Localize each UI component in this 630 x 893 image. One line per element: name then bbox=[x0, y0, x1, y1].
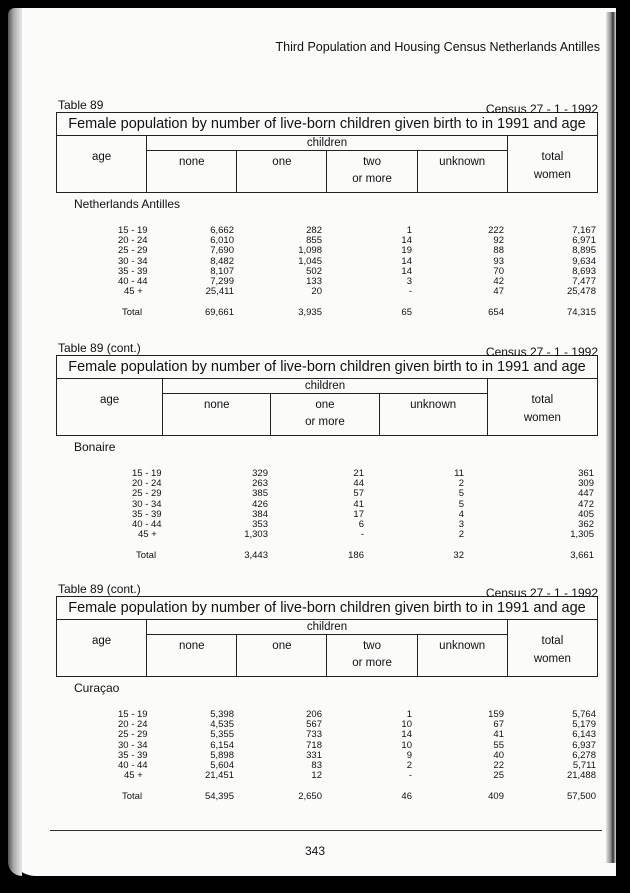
column-header: one bbox=[237, 635, 327, 677]
value-cell: 42 bbox=[493, 275, 504, 287]
value-cell: 74,315 bbox=[566, 307, 596, 319]
value-cell: 25,478 bbox=[566, 286, 596, 298]
value-cell: 5,355 bbox=[210, 729, 234, 741]
value-cell: 22 bbox=[493, 759, 504, 771]
value-cell: 65 bbox=[401, 307, 412, 319]
value-cell: 6,278 bbox=[572, 749, 596, 761]
table-header bbox=[56, 355, 598, 436]
data-rows bbox=[56, 709, 598, 802]
value-cell: 10 bbox=[401, 739, 412, 751]
age-cell: 40 - 44 bbox=[132, 518, 162, 530]
value-cell: 329 bbox=[252, 468, 268, 479]
age-cell: 45 + bbox=[124, 770, 143, 782]
table-row bbox=[56, 478, 598, 488]
table-row bbox=[56, 740, 598, 750]
table-block bbox=[56, 96, 598, 318]
table-header bbox=[56, 112, 598, 193]
value-cell: 9,634 bbox=[572, 255, 596, 267]
value-cell: 206 bbox=[306, 709, 322, 720]
value-cell: 8,482 bbox=[210, 255, 234, 267]
value-cell: 8,693 bbox=[572, 265, 596, 277]
value-cell: 5,764 bbox=[572, 709, 596, 720]
total-row bbox=[56, 791, 598, 801]
value-cell: 5,711 bbox=[572, 759, 596, 771]
table-row bbox=[56, 709, 598, 719]
column-header: unknown bbox=[379, 394, 487, 436]
value-cell: 57,500 bbox=[566, 791, 596, 803]
value-cell: 5 bbox=[458, 488, 464, 500]
value-cell: 447 bbox=[578, 488, 594, 500]
value-cell: 733 bbox=[306, 729, 322, 741]
page-edge bbox=[606, 12, 616, 863]
value-cell: 6,662 bbox=[210, 225, 234, 236]
value-cell: 2 bbox=[458, 478, 464, 490]
column-header: unknown bbox=[417, 151, 507, 193]
age-cell: 25 - 29 bbox=[118, 729, 148, 741]
value-cell: 6,937 bbox=[572, 739, 596, 751]
total-row bbox=[56, 550, 598, 560]
value-cell: 353 bbox=[252, 518, 268, 530]
column-total-women: total women bbox=[507, 620, 597, 677]
age-cell: 35 - 39 bbox=[132, 508, 162, 520]
value-cell: 362 bbox=[578, 518, 594, 530]
value-cell: 47 bbox=[493, 286, 504, 298]
age-cell: 20 - 24 bbox=[118, 719, 148, 731]
value-cell: 8,107 bbox=[210, 265, 234, 277]
value-cell: 6,971 bbox=[572, 235, 596, 247]
age-cell: 35 - 39 bbox=[118, 265, 148, 277]
table-row bbox=[56, 245, 598, 255]
table-title: Female population by number of live-born children given birth to in 1991 and age bbox=[57, 597, 598, 620]
table-row bbox=[56, 276, 598, 286]
table-row bbox=[56, 266, 598, 276]
value-cell: 1,305 bbox=[570, 529, 594, 541]
value-cell: 654 bbox=[488, 307, 504, 319]
value-cell: 361 bbox=[578, 468, 594, 479]
region-label: Curaçao bbox=[74, 681, 120, 695]
value-cell: 5,398 bbox=[210, 709, 234, 720]
age-cell: 15 - 19 bbox=[118, 225, 148, 236]
value-cell: 1 bbox=[406, 225, 412, 236]
column-age: age bbox=[57, 620, 147, 677]
table-title: Female population by number of live-born children given birth to in 1991 and age bbox=[57, 356, 598, 379]
column-total-women: total women bbox=[507, 136, 597, 193]
value-cell: 1,045 bbox=[298, 255, 322, 267]
value-cell: 263 bbox=[252, 478, 268, 490]
value-cell: 1 bbox=[406, 709, 412, 720]
age-cell: Total bbox=[122, 791, 143, 803]
value-cell: 14 bbox=[401, 255, 412, 267]
value-cell: - bbox=[360, 529, 364, 541]
value-cell: 186 bbox=[348, 550, 364, 562]
value-cell: 855 bbox=[306, 235, 322, 247]
age-cell: 30 - 34 bbox=[118, 255, 148, 267]
value-cell: 2 bbox=[406, 759, 412, 771]
column-group-children: children bbox=[147, 136, 508, 151]
age-cell: 30 - 34 bbox=[118, 739, 148, 751]
value-cell: 6,143 bbox=[572, 729, 596, 741]
value-cell: 7,690 bbox=[210, 245, 234, 257]
value-cell: 83 bbox=[311, 759, 322, 771]
table-block bbox=[56, 580, 598, 802]
column-age: age bbox=[57, 136, 147, 193]
value-cell: 19 bbox=[401, 245, 412, 257]
value-cell: 2 bbox=[458, 529, 464, 541]
caption-row bbox=[56, 96, 598, 116]
value-cell: 32 bbox=[453, 550, 464, 562]
value-cell: 14 bbox=[401, 235, 412, 247]
column-header: none bbox=[147, 635, 237, 677]
value-cell: 3 bbox=[458, 518, 464, 530]
value-cell: 1,303 bbox=[244, 529, 268, 541]
running-head: Third Population and Housing Census Netherlands Antilles bbox=[275, 40, 600, 54]
census-date: Census 27 - 1 - 1992 bbox=[485, 102, 598, 116]
value-cell: 5,604 bbox=[210, 759, 234, 771]
value-cell: 2,650 bbox=[298, 791, 322, 803]
value-cell: 384 bbox=[252, 508, 268, 520]
value-cell: 3 bbox=[406, 275, 412, 287]
value-cell: 502 bbox=[306, 265, 322, 277]
value-cell: 222 bbox=[488, 225, 504, 236]
value-cell: 282 bbox=[306, 225, 322, 236]
value-cell: 55 bbox=[493, 739, 504, 751]
value-cell: 6,010 bbox=[210, 235, 234, 247]
value-cell: 44 bbox=[353, 478, 364, 490]
age-cell: 35 - 39 bbox=[118, 749, 148, 761]
table-row bbox=[56, 760, 598, 770]
value-cell: 21 bbox=[353, 468, 364, 479]
value-cell: 159 bbox=[488, 709, 504, 720]
value-cell: 69,661 bbox=[204, 307, 234, 319]
column-group-children: children bbox=[163, 379, 488, 394]
table-row bbox=[56, 488, 598, 498]
value-cell: 405 bbox=[578, 508, 594, 520]
caption-row bbox=[56, 580, 598, 600]
value-cell: 67 bbox=[493, 719, 504, 731]
column-header: two or more bbox=[327, 635, 417, 677]
value-cell: 12 bbox=[311, 770, 322, 782]
value-cell: 93 bbox=[493, 255, 504, 267]
value-cell: 41 bbox=[353, 498, 364, 510]
table-label: Table 89 bbox=[58, 98, 104, 112]
value-cell: 472 bbox=[578, 498, 594, 510]
table-row bbox=[56, 286, 598, 296]
value-cell: 5,179 bbox=[572, 719, 596, 731]
book-gutter bbox=[8, 8, 22, 876]
age-cell: 40 - 44 bbox=[118, 275, 148, 287]
value-cell: 25,411 bbox=[205, 286, 234, 298]
table-row bbox=[56, 468, 598, 478]
page-number: 343 bbox=[304, 844, 326, 858]
column-header: one or more bbox=[271, 394, 379, 436]
value-cell: 41 bbox=[493, 729, 504, 741]
column-header: unknown bbox=[417, 635, 507, 677]
value-cell: 1,098 bbox=[298, 245, 322, 257]
table-row bbox=[56, 770, 598, 780]
age-cell: 20 - 24 bbox=[132, 478, 162, 490]
value-cell: 133 bbox=[306, 275, 322, 287]
column-age: age bbox=[57, 379, 163, 436]
value-cell: 7,299 bbox=[210, 275, 234, 287]
value-cell: 21,451 bbox=[204, 770, 234, 782]
table-row bbox=[56, 225, 598, 235]
value-cell: 567 bbox=[306, 719, 322, 731]
table-row bbox=[56, 519, 598, 529]
table-row bbox=[56, 729, 598, 739]
age-cell: 30 - 34 bbox=[132, 498, 162, 510]
footer-rule bbox=[50, 830, 602, 831]
data-rows bbox=[56, 225, 598, 318]
value-cell: 14 bbox=[401, 265, 412, 277]
value-cell: 11 bbox=[454, 468, 464, 479]
age-cell: 15 - 19 bbox=[132, 468, 162, 479]
census-date: Census 27 - 1 - 1992 bbox=[485, 345, 598, 359]
value-cell: 40 bbox=[493, 749, 504, 761]
value-cell: 9 bbox=[406, 749, 412, 761]
table-title: Female population by number of live-born children given birth to in 1991 and age bbox=[57, 113, 598, 136]
value-cell: 7,477 bbox=[572, 275, 596, 287]
column-group-children: children bbox=[147, 620, 508, 635]
value-cell: 88 bbox=[493, 245, 504, 257]
value-cell: 6 bbox=[358, 518, 364, 530]
table-row bbox=[56, 509, 598, 519]
value-cell: 3,443 bbox=[244, 550, 268, 562]
total-row bbox=[56, 307, 598, 317]
value-cell: 718 bbox=[306, 739, 322, 751]
age-cell: 45 + bbox=[124, 286, 143, 298]
value-cell: 3,661 bbox=[570, 550, 594, 562]
value-cell: - bbox=[408, 286, 412, 298]
table-row bbox=[56, 750, 598, 760]
value-cell: 92 bbox=[493, 235, 504, 247]
age-cell: 25 - 29 bbox=[132, 488, 162, 500]
value-cell: 57 bbox=[353, 488, 364, 500]
age-cell: Total bbox=[122, 307, 143, 319]
table-block bbox=[56, 339, 598, 561]
age-cell: 15 - 19 bbox=[118, 709, 148, 720]
table-label: Table 89 (cont.) bbox=[58, 582, 141, 596]
value-cell: 4,535 bbox=[210, 719, 234, 731]
value-cell: 25 bbox=[493, 770, 504, 782]
value-cell: 426 bbox=[252, 498, 268, 510]
census-date: Census 27 - 1 - 1992 bbox=[485, 586, 598, 600]
value-cell: 14 bbox=[401, 729, 412, 741]
value-cell: 309 bbox=[578, 478, 594, 490]
value-cell: 20 bbox=[311, 286, 322, 298]
table-row bbox=[56, 529, 598, 539]
value-cell: 331 bbox=[306, 749, 322, 761]
value-cell: - bbox=[408, 770, 412, 782]
value-cell: 8,895 bbox=[572, 245, 596, 257]
value-cell: 5 bbox=[458, 498, 464, 510]
value-cell: 21,488 bbox=[566, 770, 596, 782]
age-cell: 25 - 29 bbox=[118, 245, 148, 257]
value-cell: 6,154 bbox=[210, 739, 234, 751]
age-cell: 20 - 24 bbox=[118, 235, 148, 247]
age-cell: 40 - 44 bbox=[118, 759, 148, 771]
value-cell: 409 bbox=[488, 791, 504, 803]
value-cell: 54,395 bbox=[204, 791, 234, 803]
value-cell: 3,935 bbox=[298, 307, 322, 319]
value-cell: 385 bbox=[252, 488, 268, 500]
column-header: none bbox=[147, 151, 237, 193]
caption-row bbox=[56, 339, 598, 359]
age-cell: Total bbox=[136, 550, 157, 562]
value-cell: 46 bbox=[401, 791, 412, 803]
table-row bbox=[56, 235, 598, 245]
value-cell: 10 bbox=[401, 719, 412, 731]
table-row bbox=[56, 719, 598, 729]
value-cell: 7,167 bbox=[572, 225, 596, 236]
value-cell: 70 bbox=[493, 265, 504, 277]
region-label: Bonaire bbox=[74, 440, 116, 454]
column-header: none bbox=[163, 394, 271, 436]
table-label: Table 89 (cont.) bbox=[58, 341, 141, 355]
value-cell: 17 bbox=[353, 508, 364, 520]
table-row bbox=[56, 499, 598, 509]
data-rows bbox=[56, 468, 598, 561]
table-row bbox=[56, 256, 598, 266]
column-header: two or more bbox=[327, 151, 417, 193]
column-total-women: total women bbox=[487, 379, 597, 436]
column-header: one bbox=[237, 151, 327, 193]
table-header bbox=[56, 596, 598, 677]
value-cell: 5,898 bbox=[210, 749, 234, 761]
value-cell: 4 bbox=[458, 508, 464, 520]
age-cell: 45 + bbox=[138, 529, 157, 541]
region-label: Netherlands Antilles bbox=[74, 197, 181, 211]
